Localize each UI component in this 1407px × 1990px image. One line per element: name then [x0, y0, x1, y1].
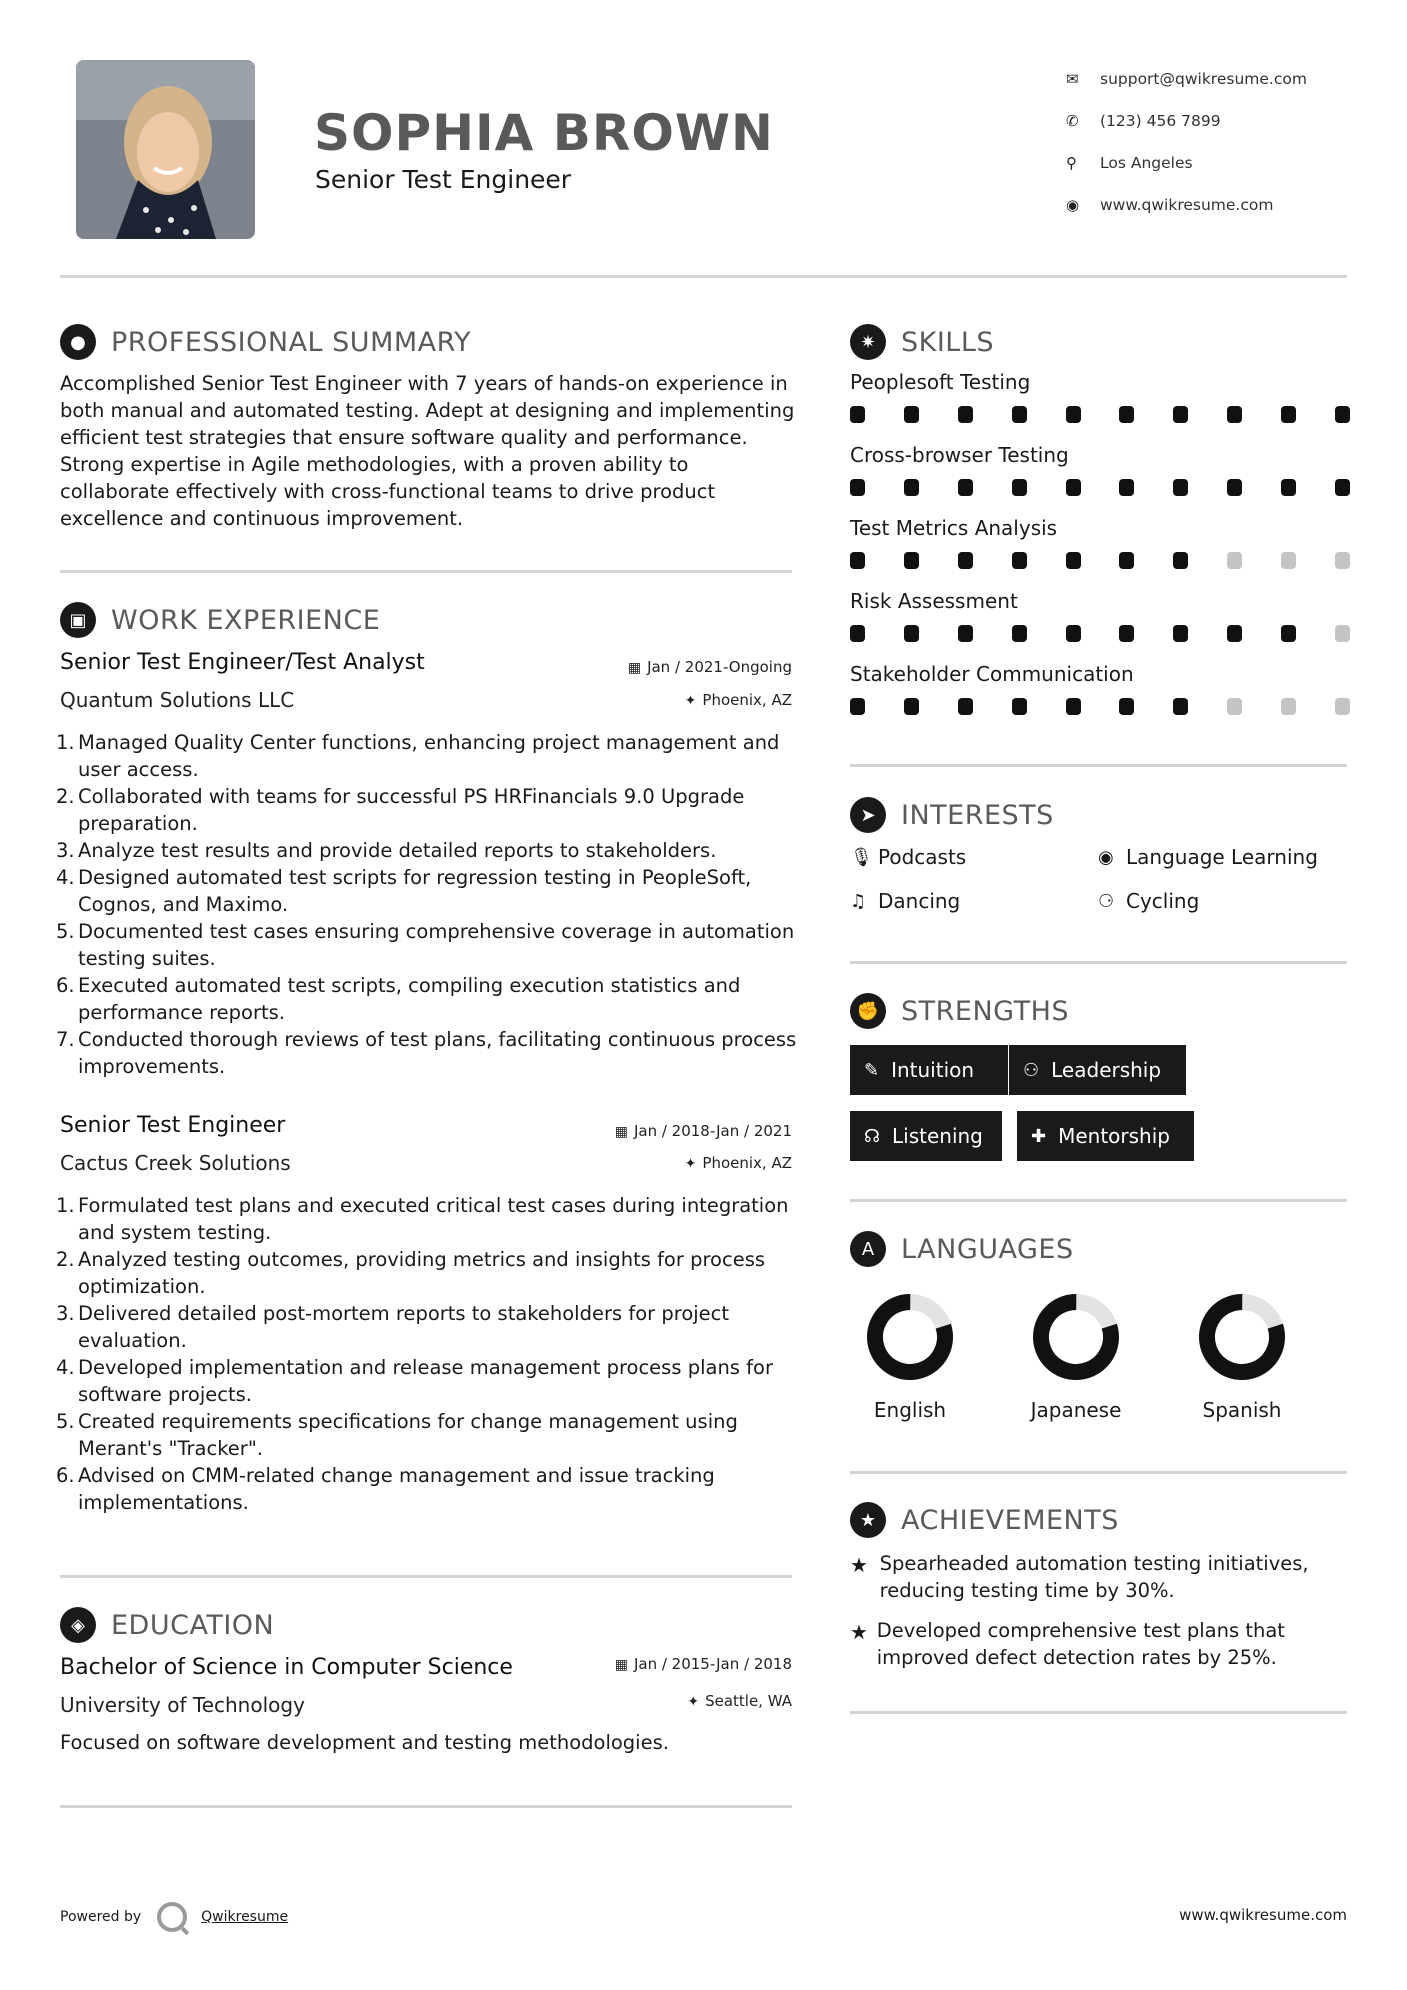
skill-dot-filled [1012, 479, 1027, 496]
contact-list [1064, 58, 1364, 226]
globe-icon: ◉ [1066, 196, 1080, 214]
powered-by-text: Powered by [60, 1909, 142, 1925]
skill-name: Test Metrics Analysis [850, 516, 1058, 540]
job-location [685, 1154, 792, 1172]
skill-dot-empty [1281, 698, 1296, 715]
job-title: Senior Test Engineer [60, 1113, 286, 1138]
interest-cycling [1098, 889, 1199, 913]
education-heading-text: EDUCATION [111, 1609, 275, 1641]
skill-dot-filled [1281, 479, 1296, 496]
achievement-item [850, 1617, 1350, 1671]
job-duties [56, 1192, 800, 1516]
ring-fill [866, 1293, 954, 1381]
calendar-icon: ▦ [627, 660, 642, 676]
achievement-text: Developed comprehensive test plans that improved defect detection rates by 25%. [876, 1619, 1285, 1669]
list-item: 1. Managed Quality Center functions, enhancing project management and user access. [56, 731, 780, 781]
skill-dot-filled [1066, 698, 1081, 715]
job-company: Quantum Solutions LLC [60, 688, 295, 712]
strength-label: Listening [892, 1124, 983, 1148]
skills-divider [850, 764, 1347, 767]
pushpin-icon: ✦ [684, 693, 697, 709]
achievements-heading-text: ACHIEVEMENTS [901, 1504, 1119, 1536]
skill-dot-filled [904, 625, 919, 642]
skill-dot-filled [958, 625, 973, 642]
footer-powered-by [60, 1902, 288, 1932]
ring-fill [1032, 1293, 1120, 1381]
strength-badge-leadership [1009, 1045, 1186, 1095]
skills-heading-text: SKILLS [901, 326, 995, 358]
user-circle-icon: ● [60, 324, 96, 360]
interest-dancing [850, 889, 960, 913]
skill-dot-filled [1066, 479, 1081, 496]
headphones-icon: ☊ [864, 1125, 880, 1147]
skill-dot-filled [1119, 698, 1134, 715]
bicycle-icon: ⚆ [1098, 890, 1115, 912]
language-proficiency-ring [1031, 1292, 1121, 1382]
summary-heading-text: PROFESSIONAL SUMMARY [111, 326, 472, 358]
list-item: 1. Formulated test plans and executed critical test cases during integration and system testing. [56, 1194, 789, 1244]
job-dates-text: Jan / 2018-Jan / 2021 [633, 1122, 792, 1140]
contact-website[interactable] [1064, 184, 1364, 226]
job-dates [615, 1122, 792, 1140]
language-icon: A [850, 1231, 886, 1267]
languages-heading-text: LANGUAGES [901, 1233, 1074, 1265]
languages-heading [850, 1231, 1074, 1267]
skill-dot-filled [1012, 698, 1027, 715]
list-item: 6. Advised on CMM-related change management and issue tracking implementations. [56, 1464, 715, 1514]
skill-dot-filled [904, 479, 919, 496]
skill-name: Cross-browser Testing [850, 443, 1069, 467]
skill-name: Peoplesoft Testing [850, 370, 1031, 394]
achievement-item [850, 1550, 1350, 1604]
education-divider [60, 1805, 792, 1808]
strengths-heading [850, 993, 1069, 1029]
contact-location [1064, 142, 1364, 184]
pushpin-icon: ✦ [687, 1694, 700, 1710]
list-item: 7. Conducted thorough reviews of test plans, facilitating continuous process improvements. [56, 1028, 797, 1078]
list-item: 3. Delivered detailed post-mortem reports to stakeholders for project evaluation. [56, 1302, 730, 1352]
skill-dot-filled [1173, 479, 1188, 496]
skill-dot-filled [1335, 479, 1350, 496]
strength-label: Intuition [891, 1058, 975, 1082]
skill-dot-filled [850, 479, 865, 496]
skill-dot-empty [1227, 698, 1242, 715]
header-divider [60, 275, 1347, 278]
languages-divider [850, 1471, 1347, 1474]
graduation-icon: ◈ [60, 1607, 96, 1643]
fist-icon: ✊ [850, 993, 886, 1029]
skill-dot-filled [1012, 552, 1027, 569]
envelope-icon: ✉ [1066, 70, 1079, 88]
skill-dot-filled [1281, 406, 1296, 423]
footer-url[interactable]: www.qwikresume.com [1179, 1906, 1347, 1924]
calendar-icon: ▦ [614, 1124, 628, 1140]
globe-icon: ◉ [1098, 846, 1114, 868]
skill-dot-filled [1012, 625, 1027, 642]
skill-dot-filled [850, 552, 865, 569]
skill-dot-filled [958, 479, 973, 496]
ring-fill [1198, 1293, 1286, 1381]
strengths-heading-text: STRENGTHS [901, 995, 1070, 1027]
contact-website-text: www.qwikresume.com [1100, 196, 1274, 214]
experience-heading-text: WORK EXPERIENCE [111, 604, 381, 636]
language-name: Japanese [1030, 1398, 1122, 1422]
school-name: University of Technology [60, 1693, 305, 1717]
education-location-text: Seattle, WA [705, 1692, 792, 1710]
qwikresume-logo-icon [157, 1902, 187, 1932]
phone-icon: ✆ [1066, 112, 1079, 130]
achievements-divider [850, 1711, 1347, 1714]
skill-dot-empty [1281, 552, 1296, 569]
skill-dot-filled [1066, 625, 1081, 642]
list-item: 4. Designed automated test scripts for regression testing in PeopleSoft, Cognos, and Maximo. [56, 866, 752, 916]
skill-dot-filled [1173, 552, 1188, 569]
job-location-text: Phoenix, AZ [702, 691, 792, 709]
star-icon: ★ [850, 1620, 868, 1644]
briefcase-icon: ▣ [60, 602, 96, 638]
skill-dot-filled [1066, 406, 1081, 423]
experience-divider [60, 1575, 792, 1578]
skill-dot-filled [1119, 406, 1134, 423]
language-proficiency-ring [1197, 1292, 1287, 1382]
strength-badge-intuition [850, 1045, 1008, 1095]
contact-phone-text: (123) 456 7899 [1100, 112, 1221, 130]
skill-dot-filled [1119, 479, 1134, 496]
strength-badge-listening [850, 1111, 1002, 1161]
skill-dot-filled [1012, 406, 1027, 423]
brand-link[interactable]: Qwikresume [201, 1909, 289, 1925]
interest-podcasts [850, 845, 966, 869]
achievement-text: Spearheaded automation testing initiatives, reducing testing time by 30%. [879, 1552, 1309, 1602]
skill-dot-filled [958, 552, 973, 569]
language-name: Spanish [1202, 1398, 1282, 1422]
calendar-icon: ▦ [614, 1657, 628, 1673]
summary-heading [60, 324, 471, 360]
skill-dot-filled [958, 406, 973, 423]
strength-label: Mentorship [1058, 1124, 1170, 1148]
language-name: English [873, 1398, 947, 1422]
language-item [996, 1292, 1156, 1422]
skill-dot-filled [1066, 552, 1081, 569]
candidate-title: Senior Test Engineer [315, 165, 572, 194]
job-location-text: Phoenix, AZ [702, 1154, 792, 1172]
interests-divider [850, 961, 1347, 964]
magic-wand-icon: ✎ [864, 1059, 880, 1081]
skill-rating [850, 698, 1350, 715]
candidate-name: SOPHIA BROWN [314, 104, 774, 162]
job-dates-text: Jan / 2021-Ongoing [647, 658, 792, 676]
skill-dot-filled [958, 698, 973, 715]
skill-dot-filled [1227, 625, 1242, 642]
skill-dot-filled [850, 698, 865, 715]
skill-dot-empty [1335, 552, 1350, 569]
language-proficiency-ring [865, 1292, 955, 1382]
skill-dot-filled [1335, 406, 1350, 423]
achievements-heading [850, 1502, 1119, 1538]
interests-heading [850, 797, 1054, 833]
interest-label: Podcasts [878, 845, 967, 869]
pushpin-icon: ✦ [684, 1156, 697, 1172]
skill-dot-filled [1119, 552, 1134, 569]
skill-dot-filled [1119, 625, 1134, 642]
education-dates [615, 1655, 792, 1673]
education-heading [60, 1607, 274, 1643]
skill-dot-empty [1335, 625, 1350, 642]
skill-dot-filled [850, 625, 865, 642]
contact-email-text: support@qwikresume.com [1100, 70, 1307, 88]
skill-dot-filled [904, 552, 919, 569]
skill-dot-filled [1173, 625, 1188, 642]
summary-text: Accomplished Senior Test Engineer with 7 years of hands-on experience in both manual and automated testing. Adept at designing and implementing efficient test strategies that ensure software quality and performance. Strong expertise in Agile methodologies, with a proven ability to collaborate effectively with cross-functional teams to drive product excellence and continuous improvement. [60, 372, 795, 530]
contact-email[interactable] [1064, 58, 1364, 100]
star-icon: ★ [850, 1553, 868, 1577]
skill-dot-filled [1227, 406, 1242, 423]
skill-rating [850, 552, 1350, 569]
skill-rating [850, 479, 1350, 496]
job-duties [56, 729, 800, 1080]
interests-heading-text: INTERESTS [901, 799, 1054, 831]
job-company: Cactus Creek Solutions [60, 1151, 291, 1175]
interest-label: Language Learning [1126, 845, 1318, 869]
language-item [830, 1292, 990, 1422]
user-plus-icon: ✚ [1031, 1125, 1047, 1147]
strength-badge-mentorship [1017, 1111, 1194, 1161]
degree-title: Bachelor of Science in Computer Science [60, 1655, 513, 1680]
list-item: 5. Created requirements specifications for change management using Merant's "Tracker". [56, 1410, 738, 1460]
music-icon: ♫ [850, 890, 867, 912]
star-badge-icon: ★ [850, 1502, 886, 1538]
interest-label: Cycling [1126, 889, 1200, 913]
education-location [687, 1692, 792, 1710]
contact-phone[interactable] [1064, 100, 1364, 142]
skill-dot-filled [1227, 479, 1242, 496]
list-item: 3. Analyze test results and provide detailed reports to stakeholders. [56, 839, 717, 862]
list-item: 4. Developed implementation and release management process plans for software projects. [56, 1356, 773, 1406]
list-item: 2. Analyzed testing outcomes, providing metrics and insights for process optimization. [56, 1248, 766, 1298]
language-item [1162, 1292, 1322, 1422]
skill-dot-filled [904, 406, 919, 423]
list-item: 5. Documented test cases ensuring comprehensive coverage in automation testing suites. [56, 920, 795, 970]
strength-label: Leadership [1051, 1058, 1162, 1082]
summary-divider [60, 570, 792, 573]
skill-dot-filled [1173, 406, 1188, 423]
skill-rating [850, 406, 1350, 423]
skill-dot-filled [904, 698, 919, 715]
skill-dot-empty [1227, 552, 1242, 569]
education-dates-text: Jan / 2015-Jan / 2018 [633, 1655, 792, 1673]
list-item: 2. Collaborated with teams for successful PS HRFinancials 9.0 Upgrade preparation. [56, 785, 745, 835]
job-title: Senior Test Engineer/Test Analyst [60, 650, 425, 675]
contact-location-text: Los Angeles [1100, 154, 1193, 172]
skill-dot-filled [1173, 698, 1188, 715]
interest-label: Dancing [878, 889, 961, 913]
microphone-icon: 🎙 [850, 846, 873, 868]
skill-dot-filled [850, 406, 865, 423]
education-description: Focused on software development and testing methodologies. [60, 1731, 669, 1754]
experience-heading [60, 602, 380, 638]
skill-name: Risk Assessment [850, 589, 1018, 613]
skill-dot-empty [1335, 698, 1350, 715]
strengths-divider [850, 1199, 1347, 1202]
portrait-image [76, 60, 255, 239]
skill-dot-filled [1281, 625, 1296, 642]
list-item: 6. Executed automated test scripts, compiling execution statistics and performance reports. [56, 974, 741, 1024]
profile-photo [76, 60, 255, 239]
users-icon: ⚇ [1023, 1059, 1040, 1081]
lightbulb-icon: ✷ [850, 324, 886, 360]
job-dates [628, 658, 792, 676]
skill-name: Stakeholder Communication [850, 662, 1134, 686]
skills-heading [850, 324, 994, 360]
skill-rating [850, 625, 1350, 642]
map-pin-icon: ⚲ [1066, 154, 1077, 172]
paper-plane-icon: ➤ [850, 797, 886, 833]
job-location [685, 691, 792, 709]
interest-language-learning [1098, 845, 1318, 869]
